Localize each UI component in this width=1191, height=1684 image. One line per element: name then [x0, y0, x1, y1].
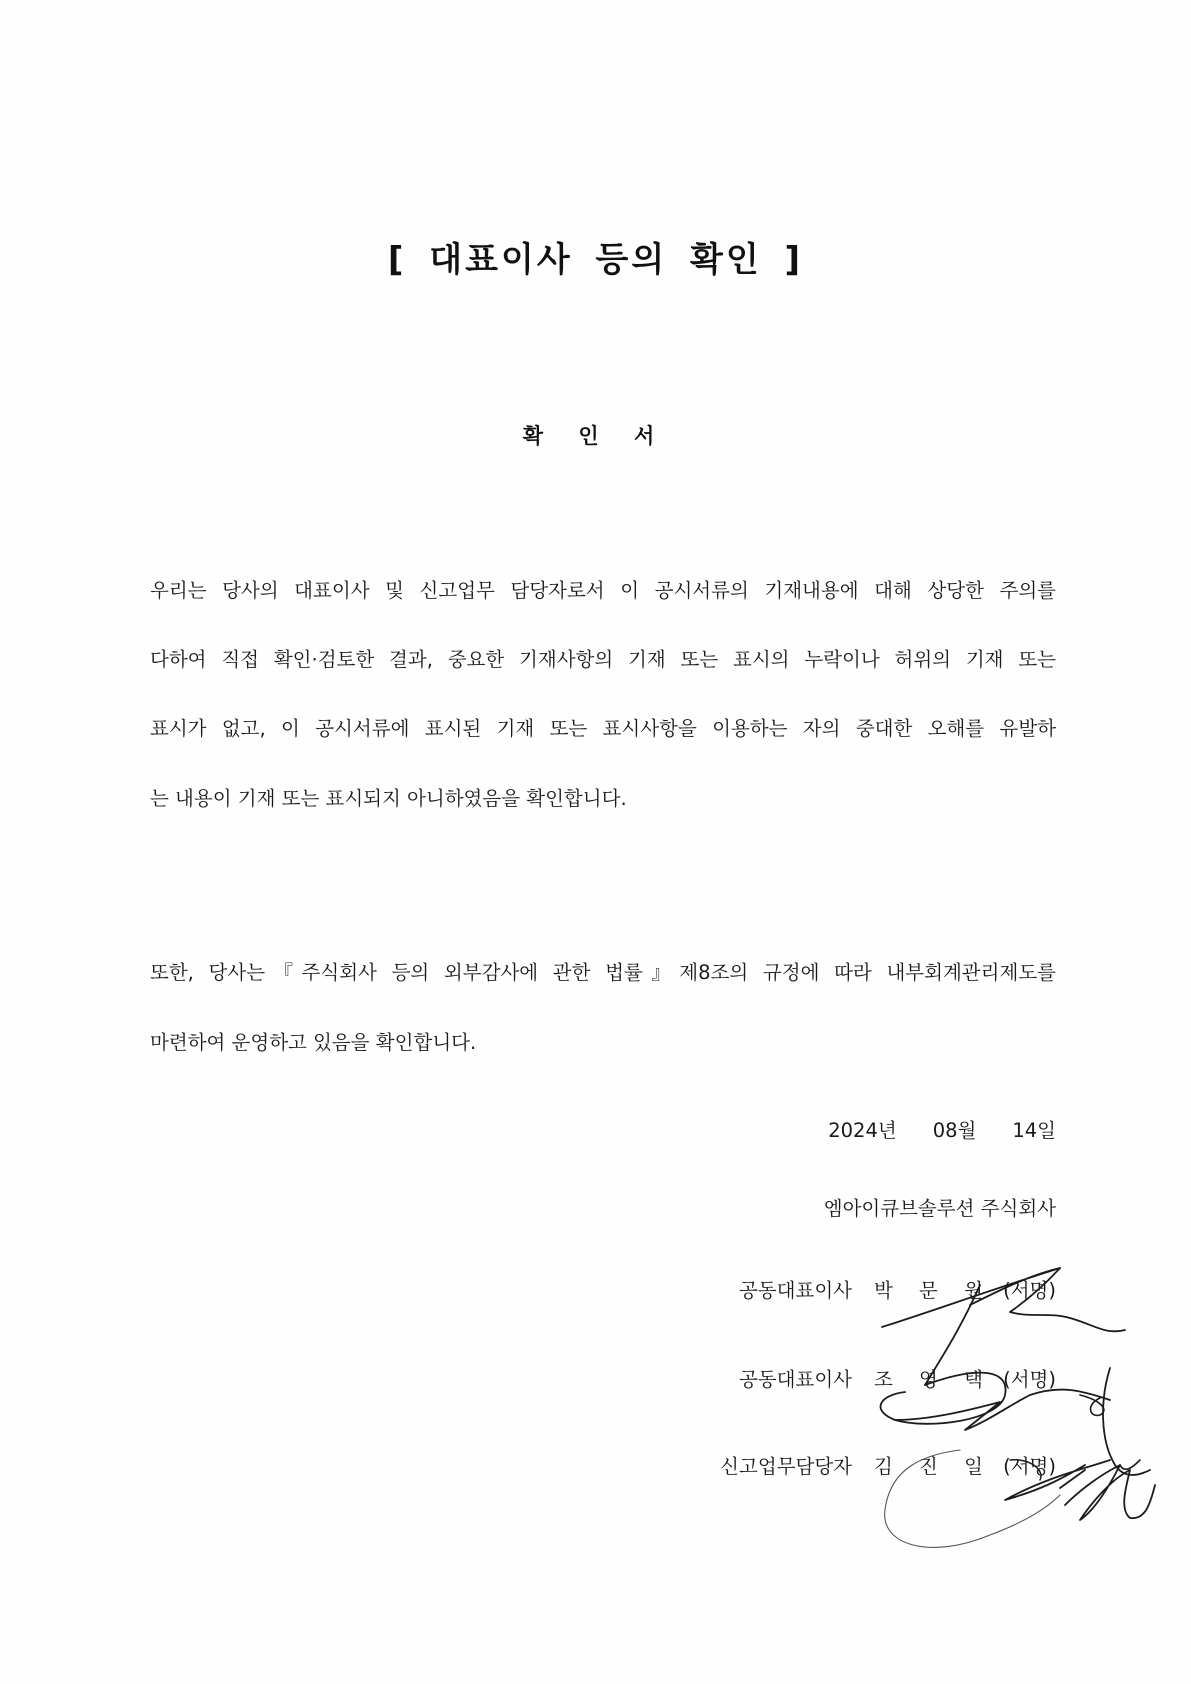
signatory-row	[739, 1367, 1056, 1393]
paragraph-1-line-4: 는 내용이 기재 또는 표시되지 아니하였음을 확인합니다.	[150, 787, 627, 810]
signatory-name: 김 진 일	[874, 1455, 993, 1478]
page-title: [ 대표이사 등의 확인 ]	[387, 240, 804, 280]
signatory-role: 신고업무담당자	[720, 1455, 852, 1478]
signatory-row	[720, 1454, 1056, 1480]
signatory-role: 공동대표이사	[738, 1279, 852, 1302]
signature-mark: (서명)	[1003, 1368, 1056, 1391]
date-year: 2024년	[828, 1119, 897, 1142]
signatory-name: 조 영 택	[874, 1368, 993, 1391]
signature-mark: (서명)	[1003, 1455, 1056, 1478]
signatory-name: 박 문 원	[874, 1279, 993, 1302]
signature-mark: (서명)	[1003, 1279, 1056, 1302]
paragraph-2-line-2: 마련하여 운영하고 있음을 확인합니다.	[150, 1031, 477, 1054]
paragraph-1-line-3: 표시가 없고, 이 공시서류에 표시된 기재 또는 표시사항을 이용하는 자의 중대한 오해를 유발하	[150, 717, 1056, 740]
paragraph-1-line-2: 다하여 직접 확인·검토한 결과, 중요한 기재사항의 기재 또는 표시의 누락이나 허위의 기재 또는	[150, 648, 1056, 671]
document-subtitle: 확 인 서	[522, 424, 669, 448]
date-day: 14일	[1012, 1119, 1056, 1142]
document-date	[828, 1118, 1056, 1144]
signatory-role: 공동대표이사	[738, 1368, 852, 1391]
paragraph-2-line-1: 또한, 당사는『주식회사 등의 외부감사에 관한 법률』제8조의 규정에 따라 내부회계관리제도를	[150, 961, 1056, 984]
paragraph-1-line-1: 우리는 당사의 대표이사 및 신고업무 담당자로서 이 공시서류의 기재내용에 대해 상당한 주의를	[150, 579, 1056, 602]
company-name: 엠아이큐브솔루션 주식회사	[823, 1197, 1056, 1220]
signatory-row	[739, 1278, 1056, 1304]
date-month: 08월	[932, 1119, 977, 1142]
